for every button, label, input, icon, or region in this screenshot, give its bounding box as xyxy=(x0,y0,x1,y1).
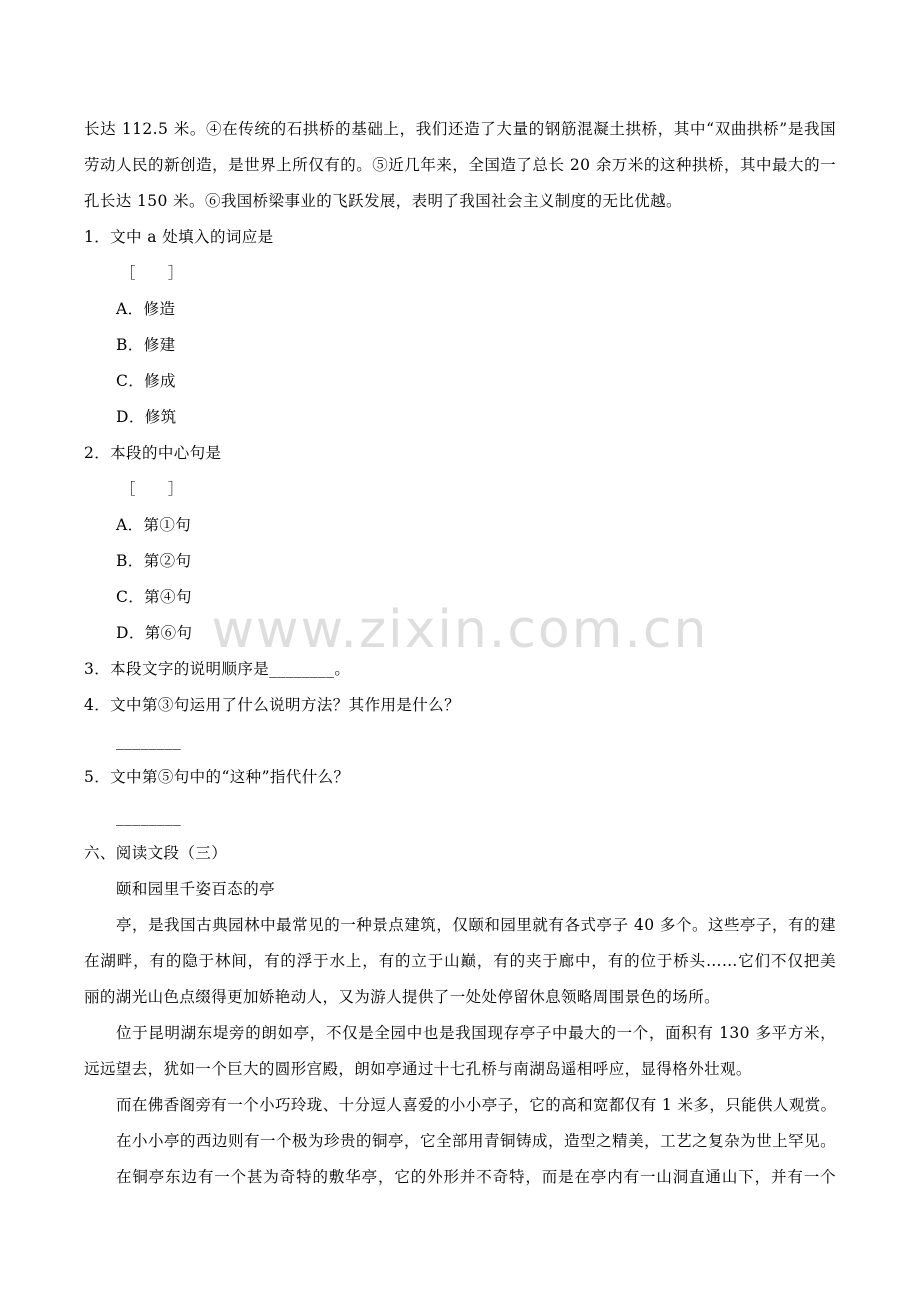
paragraph-line: 而在佛香阁旁有一个小巧玲珑、十分逗人喜爱的小小亭子，它的高和宽都仅有 1 米多，只能供人观赏。 xyxy=(116,1096,837,1114)
question-stem: 5．文中第⑤句中的“这种”指代什么？ xyxy=(84,768,350,786)
paragraph-line: 远远望去，犹如一个巨大的圆形宫殿，朗如亭通过十七孔桥与南湖岛遥相呼应，显得格外壮观。 xyxy=(84,1060,752,1078)
passage-line: 孔长达 150 米。⑥我国桥梁事业的飞跃发展，表明了我国社会主义制度的无比优越。 xyxy=(84,192,682,210)
answer-bracket: ［ ］ xyxy=(120,264,184,282)
question-stem: 1．文中 a 处填入的词应是 xyxy=(84,228,274,246)
option-b: B．修建 xyxy=(116,336,176,354)
option-b: B．第②句 xyxy=(116,552,192,570)
question-stem: 2．本段的中心句是 xyxy=(84,444,222,462)
passage-line: 劳动人民的新创造，是世界上所仅有的。⑤近几年来，全国造了总长 20 余万米的这种拱桥，其中最大的一 xyxy=(84,156,836,174)
option-c: C．第④句 xyxy=(116,588,192,606)
answer-blank: ________ xyxy=(116,808,182,826)
article-title: 颐和园里千姿百态的亭 xyxy=(116,880,276,898)
option-d: D．修筑 xyxy=(116,408,177,426)
answer-blank: ________ xyxy=(116,732,182,750)
answer-bracket: ［ ］ xyxy=(120,480,184,498)
question-3: 3．本段文字的说明顺序是________。 xyxy=(84,660,351,678)
option-c: C．修成 xyxy=(116,372,176,390)
option-a: A．修造 xyxy=(116,300,176,318)
option-d: D．第⑥句 xyxy=(116,624,193,642)
paragraph-line: 亭，是我国古典园林中最常见的一种景点建筑，仅颐和园里就有各式亭子 40 多个。这些亭子，有的建 xyxy=(116,916,836,934)
paragraph-line: 在湖畔，有的隐于林间，有的浮于水上，有的立于山巅，有的夹于廊中，有的位于桥头……它们不仅把美 xyxy=(84,952,836,970)
section-heading: 六、阅读文段（三） xyxy=(84,844,228,862)
paragraph-line: 在铜亭东边有一个甚为奇特的敷华亭，它的外形并不奇特，而是在亭内有一山洞直通山下，并有一个 xyxy=(116,1168,836,1186)
paragraph-line: 在小小亭的西边则有一个极为珍贵的铜亭，它全部用青铜铸成，造型之精美，工艺之复杂为世上罕见。 xyxy=(116,1132,836,1150)
paragraph-line: 位于昆明湖东堤旁的朗如亭，不仅是全园中也是我国现存亭子中最大的一个，面积有 130 多平方米， xyxy=(116,1024,836,1042)
passage-line: 长达 112.5 米。④在传统的石拱桥的基础上，我们还造了大量的钢筋混凝土拱桥，其中“双曲拱桥”是我国 xyxy=(84,120,836,138)
option-a: A．第①句 xyxy=(116,516,192,534)
paragraph-line: 丽的湖光山色点缀得更加娇艳动人，又为游人提供了一处处停留休息领略周围景色的场所。 xyxy=(84,988,721,1006)
watermark: www.zixin.com.cn xyxy=(211,600,709,660)
question-stem: 4．文中第③句运用了什么说明方法？其作用是什么？ xyxy=(84,696,460,714)
